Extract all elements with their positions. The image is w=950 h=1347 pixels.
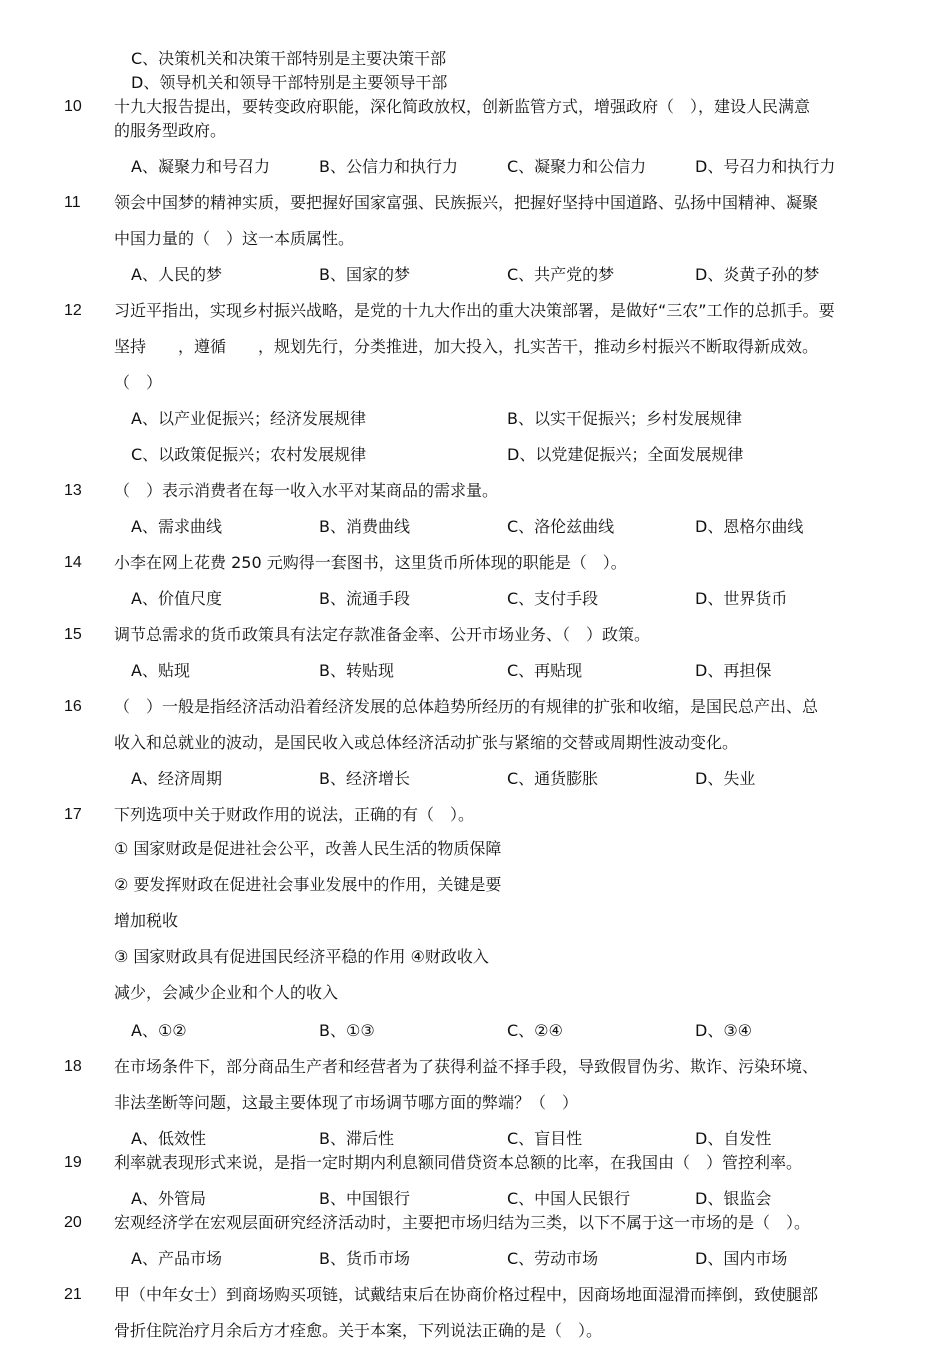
option-d: D、再担保 [695,661,772,680]
question-text: 非法垄断等问题，这最主要体现了市场调节哪方面的弊端？（ ） [114,1093,579,1112]
question-number: 14 [64,554,82,571]
option-d: D、国内市场 [695,1249,788,1268]
question-text: 小李在网上花费 250 元购得一套图书，这里货币所体现的职能是（ ）。 [114,553,627,572]
question-number: 11 [64,194,81,211]
option-d: D、以党建促振兴；全面发展规律 [507,445,744,464]
option-c: C、通货膨胀 [507,769,599,788]
question-text: （ ）表示消费者在每一收入水平对某商品的需求量。 [114,481,499,500]
option-a: A、产品市场 [131,1249,222,1268]
option-b: B、国家的梦 [319,265,410,284]
option-c: C、再贴现 [507,661,583,680]
question-number: 16 [64,698,82,715]
question-text: 调节总需求的货币政策具有法定存款准备金率、公开市场业务、（ ）政策。 [114,625,651,644]
option-d: D、领导机关和领导干部特别是主要领导干部 [131,73,448,92]
option-c: C、②④ [507,1021,563,1040]
option-d: D、世界货币 [695,589,788,608]
question-number: 21 [64,1286,82,1303]
question-text: 骨折住院治疗月余后方才痊愈。关于本案，下列说法正确的是（ ）。 [114,1321,603,1340]
option-b: B、①③ [319,1021,375,1040]
question-text: 坚持 ，遵循 ，规划先行，分类推进，加大投入，扎实苦干，推动乡村振兴不断取得新成效。 [114,337,819,356]
option-a: A、①② [131,1021,187,1040]
option-b: B、滞后性 [319,1129,394,1148]
question-text: 的服务型政府。 [114,121,227,140]
question-text: 领会中国梦的精神实质，要把握好国家富强、民族振兴，把握好坚持中国道路、弘扬中国精神、凝聚 [114,193,819,212]
question-text: 习近平指出，实现乡村振兴战略，是党的十九大作出的重大决策部署，是做好“三农”工作的总抓手。要 [114,301,835,320]
option-d: D、银监会 [695,1189,772,1208]
option-a: A、外管局 [131,1189,206,1208]
option-c: C、中国人民银行 [507,1189,631,1208]
option-c: C、凝聚力和公信力 [507,157,647,176]
question-number: 15 [64,626,82,643]
option-c: C、盲目性 [507,1129,583,1148]
option-c: C、以政策促振兴；农村发展规律 [131,445,367,464]
option-c: C、共产党的梦 [507,265,615,284]
statement-3-4: ③ 国家财政具有促进国民经济平稳的作用 ④财政收入 [114,947,489,966]
option-d: D、恩格尔曲线 [695,517,804,536]
question-number: 10 [64,98,82,115]
question-text: （ ） [114,373,163,392]
option-d: D、③④ [695,1021,753,1040]
option-b: B、转贴现 [319,661,394,680]
option-a: A、贴现 [131,661,190,680]
question-text: （ ）一般是指经济活动沿着经济发展的总体趋势所经历的有规律的扩张和收缩，是国民总产出、总 [114,697,819,716]
option-d: D、号召力和执行力 [695,157,836,176]
option-b: B、流通手段 [319,589,410,608]
question-number: 18 [64,1058,82,1075]
option-c: C、支付手段 [507,589,599,608]
question-number: 13 [64,482,82,499]
option-a: A、价值尺度 [131,589,222,608]
question-number: 20 [64,1214,82,1231]
question-number: 12 [64,302,82,319]
question-number: 17 [64,806,82,823]
option-b: B、经济增长 [319,769,410,788]
option-c: C、决策机关和决策干部特别是主要决策干部 [131,49,447,68]
question-text: 甲（中年女士）到商场购买项链，试戴结束后在协商价格过程中，因商场地面湿滑而摔倒，致使腿部 [114,1285,819,1304]
option-b: B、货币市场 [319,1249,410,1268]
option-d: D、自发性 [695,1129,772,1148]
option-a: A、人民的梦 [131,265,222,284]
statement-1: ① 国家财政是促进社会公平，改善人民生活的物质保障 [114,839,502,858]
question-text: 十九大报告提出，要转变政府职能，深化简政放权，创新监管方式，增强政府（ ），建设人民满意 [114,97,811,116]
option-b: B、以实干促振兴；乡村发展规律 [507,409,742,428]
question-text: 中国力量的（ ）这一本质属性。 [114,229,355,248]
statement-2-cont: 增加税收 [114,911,179,930]
option-c: C、劳动市场 [507,1249,599,1268]
statement-4-cont: 减少，会减少企业和个人的收入 [114,983,339,1002]
option-a: A、经济周期 [131,769,222,788]
statement-2: ② 要发挥财政在促进社会事业发展中的作用，关键是要 [114,875,502,894]
question-text: 收入和总就业的波动，是国民收入或总体经济活动扩张与紧缩的交替或周期性波动变化。 [114,733,739,752]
option-b: B、公信力和执行力 [319,157,458,176]
option-d: D、炎黄子孙的梦 [695,265,820,284]
question-text: 宏观经济学在宏观层面研究经济活动时，主要把市场归结为三类，以下不属于这一市场的是（ ）。 [114,1213,811,1232]
question-text: 利率就表现形式来说，是指一定时期内利息额同借贷资本总额的比率，在我国由（ ）管控利率。 [114,1153,803,1172]
question-text: 在市场条件下，部分商品生产者和经营者为了获得利益不择手段，导致假冒伪劣、欺诈、污染环境、 [114,1057,819,1076]
option-d: D、失业 [695,769,756,788]
option-a: A、低效性 [131,1129,206,1148]
option-a: A、需求曲线 [131,517,222,536]
option-b: B、中国银行 [319,1189,410,1208]
option-c: C、洛伦兹曲线 [507,517,615,536]
option-a: A、凝聚力和号召力 [131,157,270,176]
option-a: A、以产业促振兴；经济发展规律 [131,409,366,428]
question-text: 下列选项中关于财政作用的说法，正确的有（ ）。 [114,805,475,824]
option-b: B、消费曲线 [319,517,410,536]
question-number: 19 [64,1154,82,1171]
